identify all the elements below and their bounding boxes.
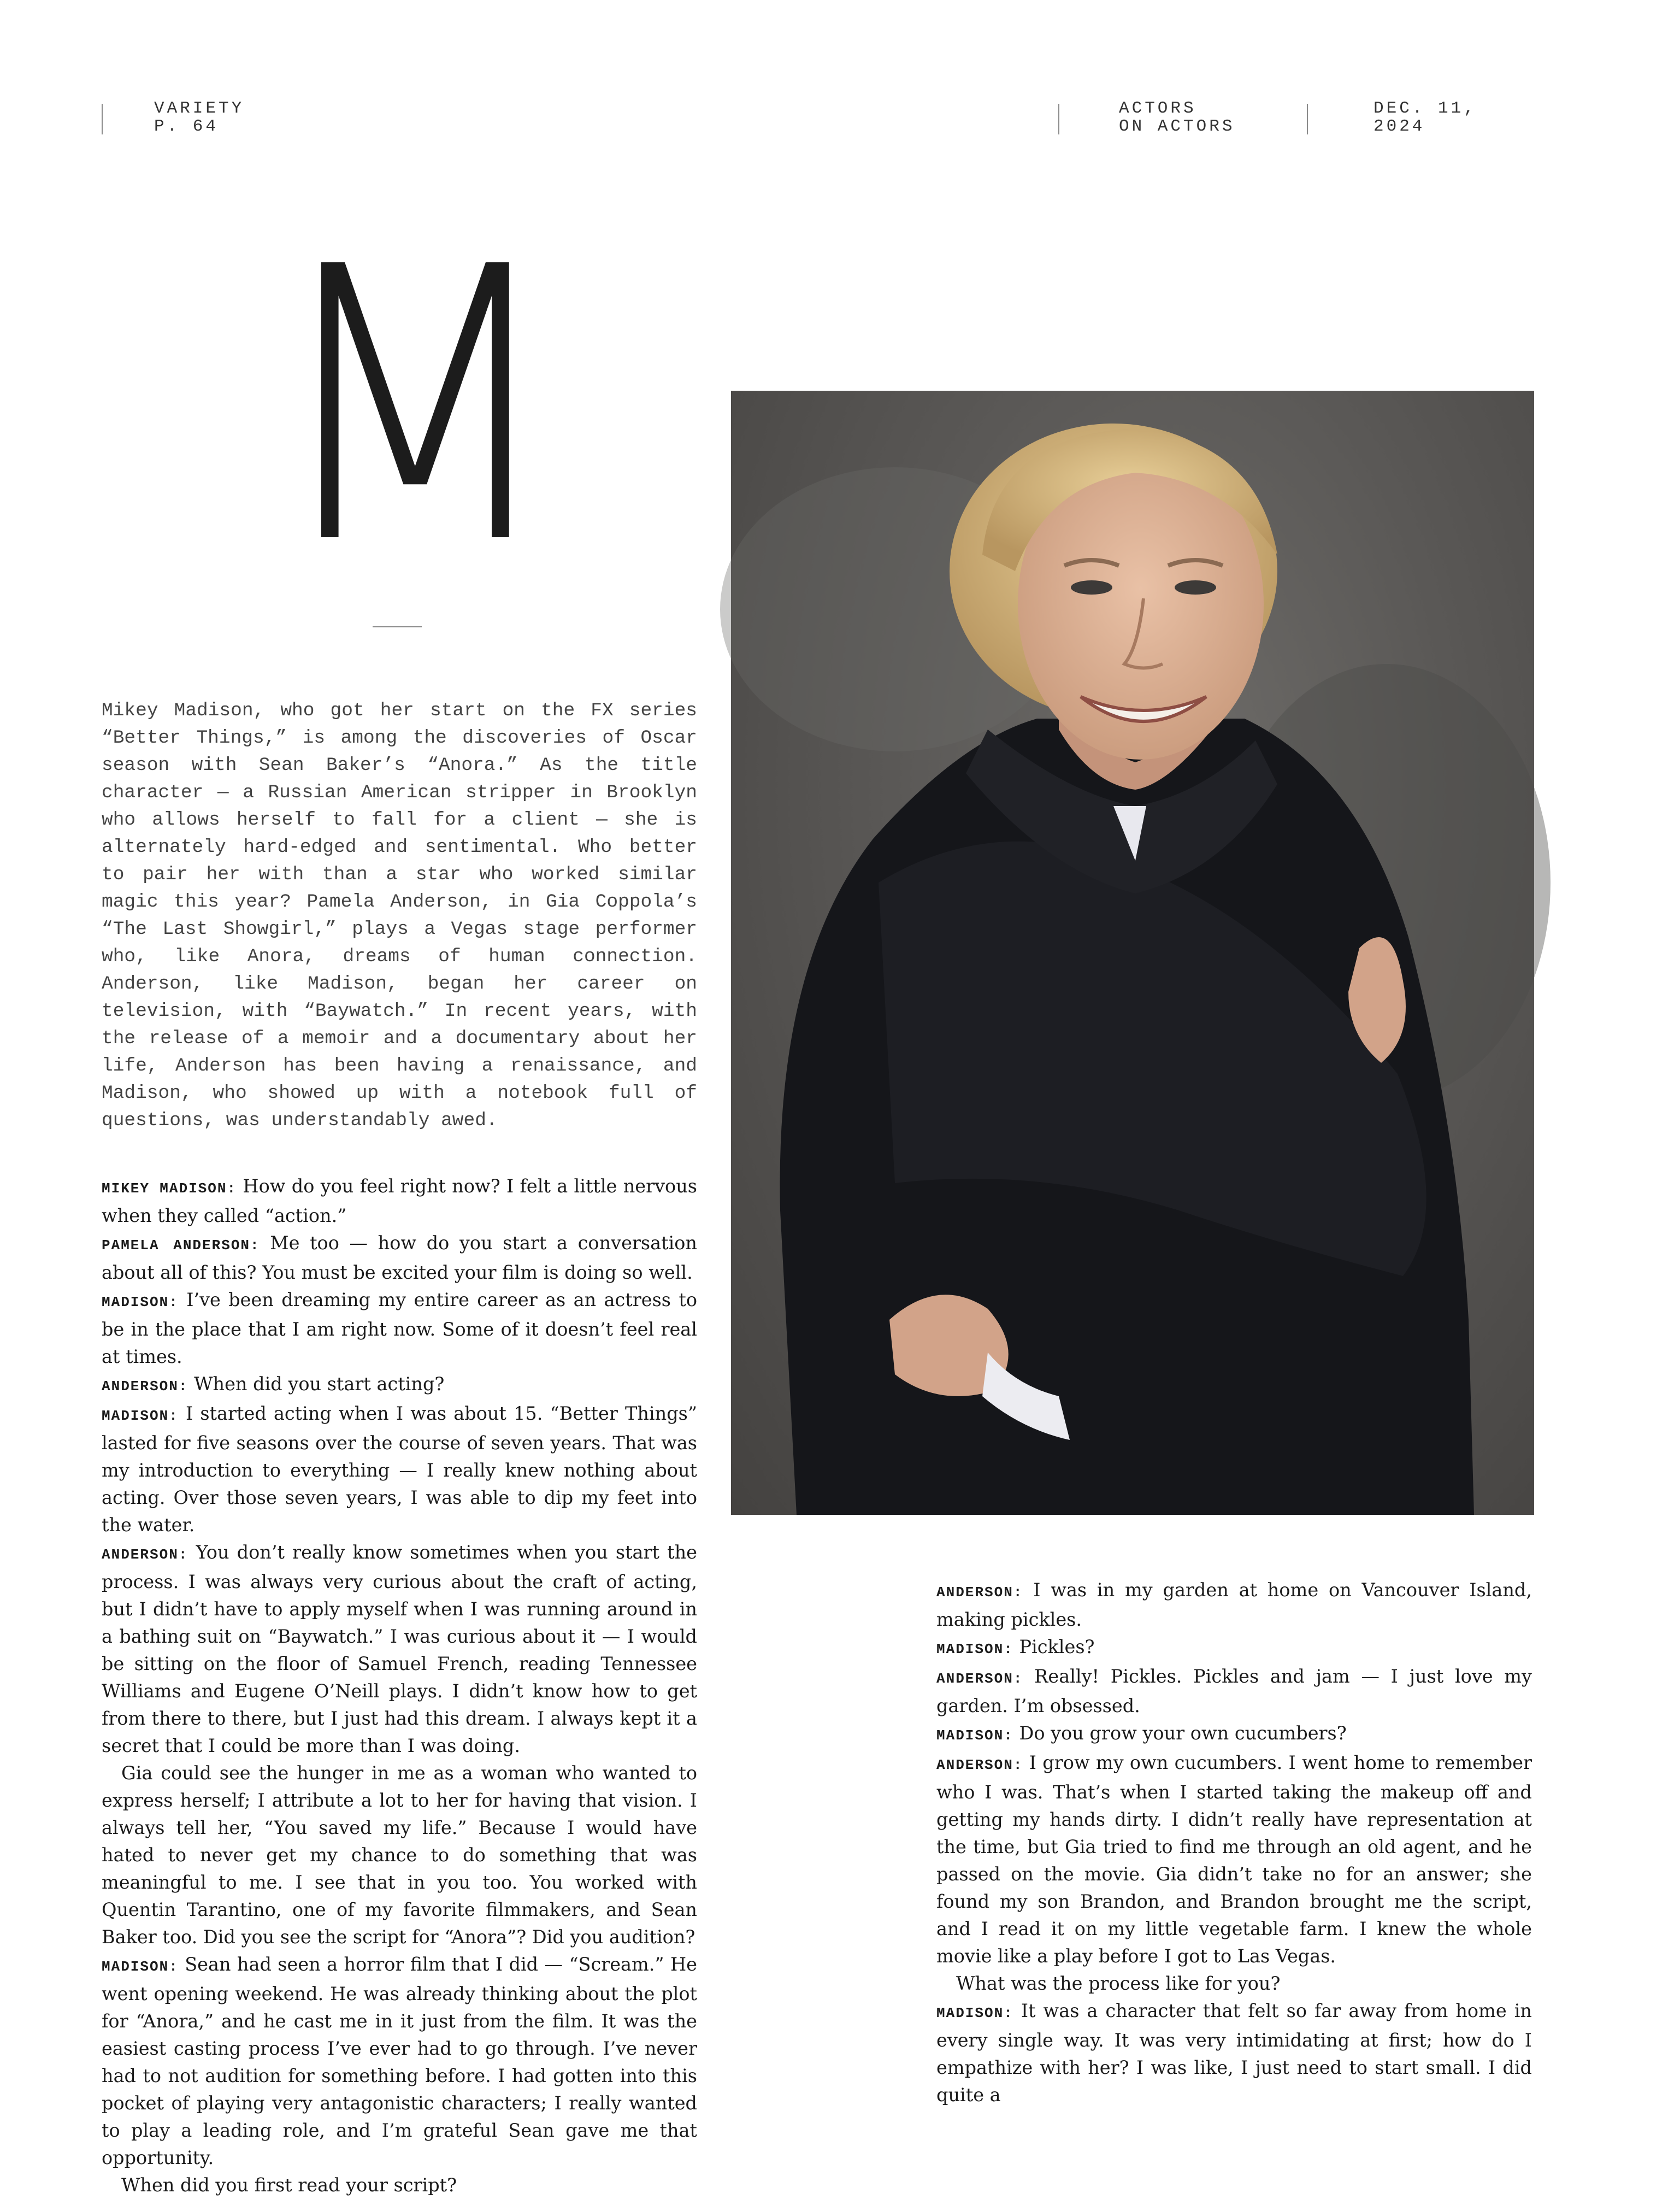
interview-text: I was in my garden at home on Vancouver Island, making pickles. — [936, 1579, 1532, 1630]
portrait-illustration — [731, 391, 1534, 1515]
interview-paragraph — [936, 1997, 1532, 2109]
interview-text: When did you start acting? — [194, 1373, 445, 1395]
interview-paragraph — [936, 1633, 1532, 1663]
header-divider-right — [1307, 104, 1308, 134]
interview-paragraph — [936, 1970, 1532, 1997]
speaker-label: ANDERSON: — [936, 1671, 1023, 1687]
interview-text: How do you feel right now? I felt a little nervous when they called “action.” — [102, 1175, 697, 1226]
interview-text: Do you grow your own cucumbers? — [1019, 1722, 1347, 1744]
interview-text: What was the process like for you? — [956, 1973, 1281, 1994]
interview-paragraph — [102, 1760, 697, 1951]
interview-text: It was a character that felt so far away from home in every single way. It was very intimidating at first; how do I empathize with her? I was like, I just need to start small. I did quite a — [936, 2000, 1532, 2106]
interview-paragraph — [102, 2172, 697, 2199]
issue-date: DEC. 11, 2024 — [1374, 99, 1477, 136]
interview-paragraph — [102, 1371, 697, 1400]
interview-text: Gia could see the hunger in me as a woman who wanted to express herself; I attribute a lot to her for having that vision. I always tell her, “You saved my life.” Because I would have hated to never get my chance to do something that was meaningful to me. I see that in you too. You worked with Quentin Tarantino, one of my favorite filmmakers, and Sean Baker too. Did you see the script for “Anora”? Did you audition? — [102, 1762, 697, 1948]
interview-paragraph — [936, 1577, 1532, 1633]
speaker-label: MIKEY MADISON: — [102, 1180, 237, 1197]
interview-paragraph — [102, 1230, 697, 1286]
speaker-label: ANDERSON: — [102, 1378, 188, 1395]
interview-paragraph — [102, 1173, 697, 1230]
speaker-label: ANDERSON: — [102, 1547, 188, 1563]
interview-column-left — [102, 1173, 697, 2199]
intro-paragraph: Mikey Madison, who got her start on the FX series “Better Things,” is among the discoveries of Oscar season with Sean Baker’s “Anora.” As the title character — a Russian American stripper in Brooklyn who allows herself to fall for a client — she is alternately hard-edged and sentimental. Who better to pair her with than a star who worked similar magic this year? Pamela Anderson, in Gia Coppola’s “The Last Showgirl,” plays a Vegas stage performer who, like Anora, dreams of human connection. Anderson, like Madison, began her career on television, with “Baywatch.” In recent years, with the release of a memoir and a documentary about her life, Anderson has been having a renaissance, and Madison, who showed up with a notebook full of questions, was understandably awed. — [102, 700, 697, 1131]
interview-column-right — [936, 1577, 1532, 2109]
speaker-label: MADISON: — [102, 1294, 179, 1310]
speaker-label: MADISON: — [102, 1959, 179, 1975]
interview-text: Sean had seen a horror film that I did — “Scream.” He went opening weekend. He was already thinking about the plot for “Anora,” and he cast me in it just from the film. It was the easiest casting process I’ve ever had to go through. I’ve never had to not audition for something before. I had gotten into this pocket of playing very antagonistic characters; I really wanted to play a leading role, and I’m grateful Sean gave me that opportunity. — [102, 1954, 697, 2168]
interview-paragraph — [102, 1286, 697, 1371]
speaker-label: ANDERSON: — [936, 1584, 1023, 1601]
section-label: ACTORS ON ACTORS — [1119, 99, 1235, 136]
speaker-label: PAMELA ANDERSON: — [102, 1237, 260, 1254]
publication-name: VARIETY — [154, 99, 245, 118]
interview-paragraph — [102, 1400, 697, 1539]
interview-paragraph — [102, 1951, 697, 2172]
interview-paragraph — [936, 1720, 1532, 1749]
interview-text: I started acting when I was about 15. “Better Things” lasted for five seasons over the course of seven years. That was my introduction to everything — I really knew nothing about acting. Over those seven years, I was able to dip my feet into the water. — [102, 1403, 697, 1536]
page-number: P. 64 — [154, 117, 219, 136]
interview-text: Really! Pickles. Pickles and jam — I just love my garden. I’m obsessed. — [936, 1666, 1532, 1716]
portrait-photo — [731, 391, 1534, 1515]
interview-paragraph — [936, 1663, 1532, 1720]
interview-text: When did you first read your script? — [121, 2174, 457, 2196]
publication-label — [154, 99, 244, 136]
speaker-label: MADISON: — [102, 1408, 179, 1424]
interview-text: Me too — how do you start a conversation about all of this? You must be excited your film is doing so well. — [102, 1232, 698, 1283]
speaker-label: MADISON: — [936, 2005, 1013, 2021]
interview-text: You don’t really know sometimes when you start the process. I was always very curious about the craft of acting, but I didn’t have to apply myself when I was running around in a bathing suit on “Baywatch.” I was curious about it — I would be sitting on the floor of Samuel French, reading Tennessee Williams and Eugene O’Neill plays. I didn’t know how to get from there to there, but I just had this dream. I always kept it a secret that I could be more than I was doing. — [102, 1542, 697, 1756]
interview-paragraph — [102, 1539, 697, 1760]
interview-text: I grow my own cucumbers. I went home to remember who I was. That’s when I started taking the makeup off and getting my hands dirty. I didn’t really have representation at the time, but Gia tried to find me through an old agent, and he passed on the movie. Gia didn’t take no for an answer; she found my son Brandon, and Brandon brought me the script, and I read it on my little vegetable farm. I knew the whole movie like a play before I got to Las Vegas. — [936, 1752, 1532, 1967]
speaker-label: ANDERSON: — [936, 1757, 1023, 1773]
interview-text: I’ve been dreaming my entire career as an actress to be in the place that I am right now. Some of it doesn’t feel real at times. — [102, 1289, 697, 1367]
header-divider-left — [102, 104, 103, 134]
drop-cap: M — [266, 187, 565, 626]
interview-paragraph — [936, 1749, 1532, 1970]
interview-text: Pickles? — [1019, 1636, 1095, 1657]
section-rule — [373, 626, 422, 627]
speaker-label: MADISON: — [936, 1727, 1013, 1744]
header-divider-mid — [1058, 104, 1059, 134]
speaker-label: MADISON: — [936, 1641, 1013, 1657]
